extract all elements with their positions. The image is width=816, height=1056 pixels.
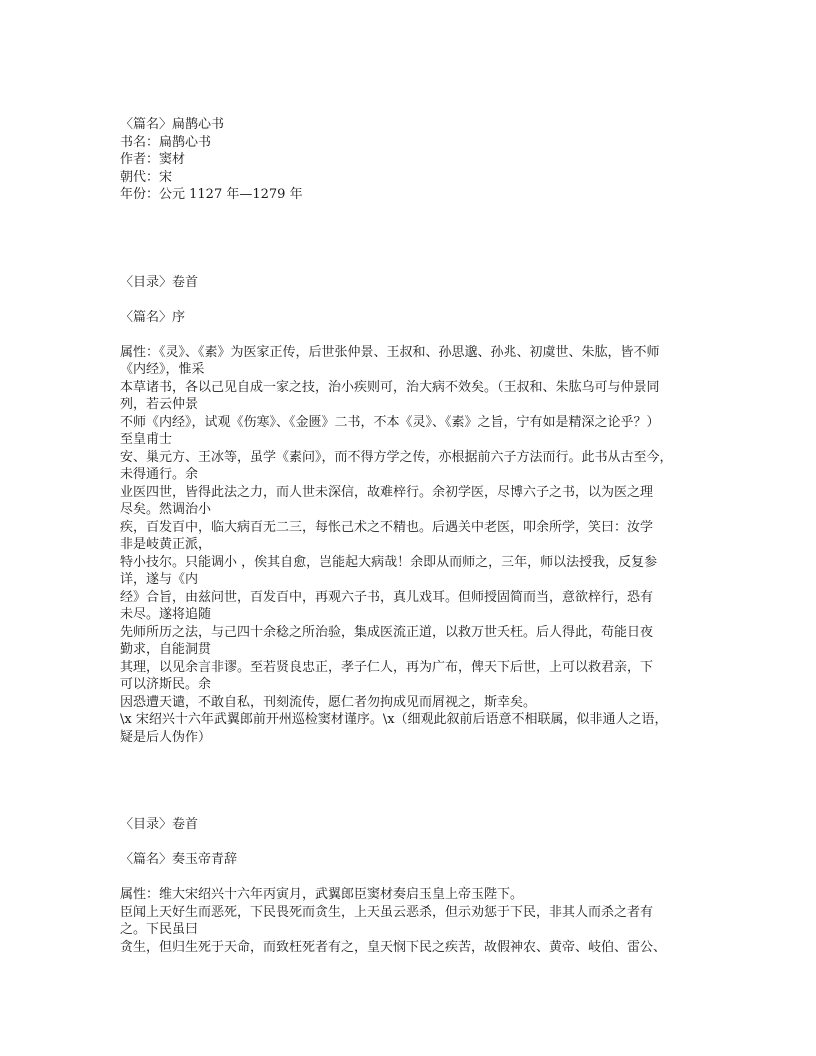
section-title: 〈篇名〉奏玉帝青辞 xyxy=(120,852,238,867)
section-body xyxy=(120,344,720,747)
body-line: 疑是后人伪作） xyxy=(120,729,212,745)
body-line: 本草诸书，各以己见自成一家之技，治小疾则可，治大病不效矣。（王叔和、朱肱乌可与仲景同 xyxy=(120,379,660,395)
body-line: 特小技尔。只能调小 ，俟其自愈，岂能起大病哉！余即从而师之，三年，师以法授我，反复参 xyxy=(120,554,658,570)
author: 作者：窦材 xyxy=(120,152,186,167)
spacer xyxy=(120,326,720,344)
body-line: 臣闻上天好生而恶死，下民畏死而贪生，上天虽云恶杀，但示劝惩于下民，非其人而杀之者有 xyxy=(120,904,654,920)
dynasty: 朝代：宋 xyxy=(120,169,173,185)
body-line: 可以济斯民。余 xyxy=(120,677,212,692)
spacer xyxy=(120,204,720,274)
years: 年份：公元 1127 年—1279 年 xyxy=(120,187,303,202)
section-title: 〈篇名〉序 xyxy=(120,309,186,325)
body-line: 先师所历之法，与己四十余稔之所治验，集成医流正道，以救万世夭枉。后人得此，苟能日夜 xyxy=(120,624,654,640)
body-line: 属性：维大宋绍兴十六年丙寅月，武翼郎臣窦材奏启玉皇上帝玉陛下。 xyxy=(120,887,524,902)
body-line: 贪生，但归生死于天命，而致枉死者有之，皇天悯下民之疾苦，故假神农、黄帝、岐伯、雷公、 xyxy=(120,939,667,955)
body-line: 勤求，自能洞贯 xyxy=(120,642,212,657)
body-line: 疾，百发百中，临大病百无二三，每怅己术之不精也。后遇关中老医，叩余所学，笑曰：汝学 xyxy=(120,519,654,535)
section-body xyxy=(120,886,720,956)
book-name: 书名：扁鹊心书 xyxy=(120,134,212,150)
body-line: 之。下民虽曰 xyxy=(120,922,199,937)
body-line: 非是岐黄正派， xyxy=(120,537,212,552)
body-line: 列，若云仲景 xyxy=(120,397,199,412)
body-line: 因恐遭天谴，不敢自私，刊刻流传，愿仁者勿拘成见而屑视之，斯幸矣。 xyxy=(120,694,537,710)
body-line: \x 宋绍兴十六年武翼郎前开州巡检窦材谨序。\x（细观此叙前后语意不相联属，似非通人之语， xyxy=(120,712,668,727)
document-page xyxy=(120,116,720,956)
body-line: 其理，以见余言非谬。至若贤良忠正，孝子仁人，再为广布，俾天下后世，上可以救君亲，下 xyxy=(120,659,654,675)
body-line: 未尽。遂将追随 xyxy=(120,607,212,622)
toc-heading: 〈目录〉卷首 xyxy=(120,274,199,290)
body-line: 属性：《灵》、《素》为医家正传，后世张仲景、王叔和、孙思邈、孙兆、初虞世、朱肱，皆不师 xyxy=(120,344,660,360)
body-line: 业医四世，皆得此法之力，而人世未深信，故难梓行。余初学医，尽博六子之书，以为医之理 xyxy=(120,484,654,500)
toc-heading: 〈目录〉卷首 xyxy=(120,817,199,832)
body-line: 经》合旨，由兹问世，百发百中，再观六子书，真儿戏耳。但师授固简而当，意欲梓行，恐有 xyxy=(120,589,654,605)
body-line: 《内经》，惟采 xyxy=(120,362,205,377)
chapter-tag: 〈篇名〉扁鹊心书 xyxy=(120,117,225,132)
spacer xyxy=(120,746,720,816)
body-line: 不师《内经》，试观《伤寒》、《金匮》二书，不本《灵》、《素》之旨，宁有如是精深之论乎？） xyxy=(120,414,660,430)
spacer xyxy=(120,834,720,852)
body-line: 至皇甫士 xyxy=(120,432,173,447)
spacer xyxy=(120,291,720,309)
spacer xyxy=(120,869,720,887)
body-line: 详，遂与《内 xyxy=(120,572,199,587)
body-line: 尽矣。然调治小 xyxy=(120,502,212,517)
body-line: 未得通行。余 xyxy=(120,467,199,482)
body-line: 安、巢元方、王冰等，虽学《素问》，而不得方学之传，亦根据前六子方法而行。此书从古至今， xyxy=(120,449,673,465)
